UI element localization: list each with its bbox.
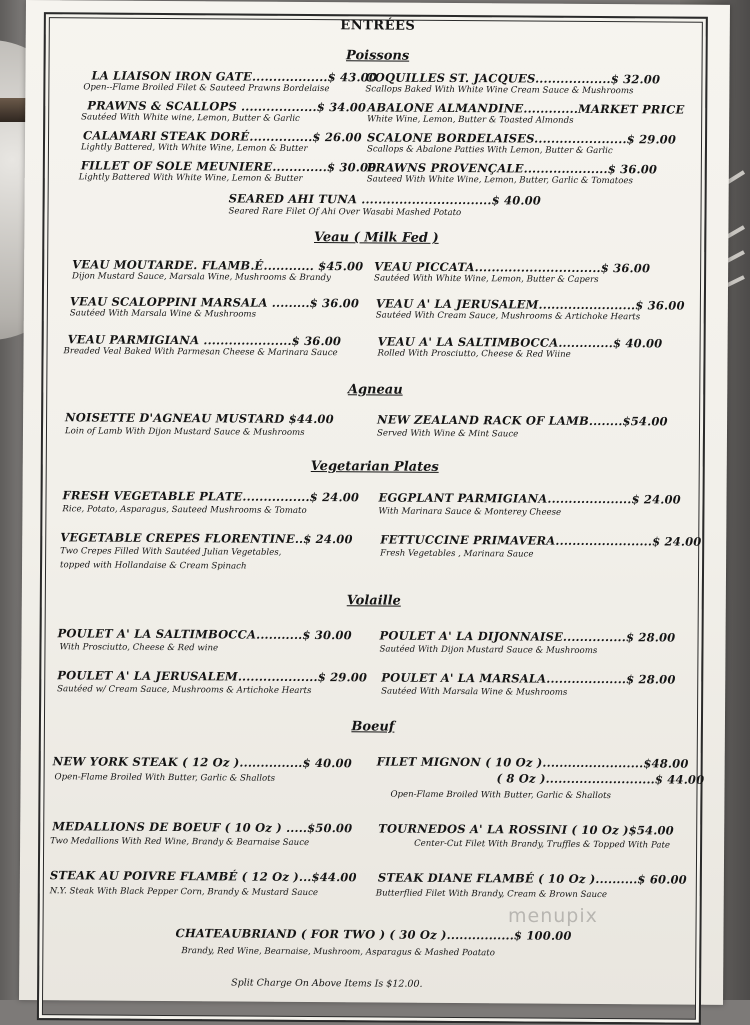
menu-item-name: VEAU PARMIGIANA .....................$ 36.00 (67, 332, 342, 349)
menu-item-name: CALAMARI STEAK DORÉ...............$ 26.00 (83, 128, 362, 145)
menu-item-desc: topped with Hollandaise & Cream Spinach (60, 560, 247, 572)
menu-item-desc: Two Medallions With Red Wine, Brandy & Bearnaise Sauce (50, 836, 310, 848)
menu-page (19, 0, 730, 1005)
menu-item-desc: With Marinara Sauce & Monterey Cheese (378, 506, 562, 518)
menu-item-desc: N.Y. Steak With Black Pepper Corn, Brandy & Mustard Sauce (49, 886, 319, 899)
menu-item-desc: Rolled With Prosciutto, Cheese & Red Wiine (377, 348, 571, 360)
section-title-vegetarian: Vegetarian Plates (310, 458, 439, 475)
menu-item-name: STEAK AU POIVRE FLAMBÉ ( 12 Oz )...$44.00 (49, 868, 357, 885)
menu-item-name: VEAU MOUTARDE. FLAMB.É............ $45.00 (72, 257, 364, 274)
menu-item-name: MEDALLIONS DE BOEUF ( 10 Oz ) .....$50.00 (52, 819, 353, 836)
menu-item-desc: Scallops & Abalone Patties With Lemon, Butter & Garlic (366, 144, 613, 157)
section-title-agneau: Agneau (347, 382, 403, 398)
footer-note: Split Charge On Above Items Is $12.00. (231, 977, 423, 990)
menu-item-name: FILLET OF SOLE MEUNIERE.............$ 30.00 (80, 158, 377, 175)
menu-item-desc: Open--Flame Broiled Filet & Sauteed Prawns Bordelaise (83, 82, 330, 95)
menu-item-desc: Seared Rare Filet Of Ahi Over Wasabi Mashed Potato (228, 206, 462, 219)
menu-item-desc: Served With Wine & Mint Sauce (376, 428, 519, 440)
menu-item-desc: White Wine, Lemon, Butter & Toasted Almonds (367, 114, 574, 126)
menu-item-name: POULET A' LA SALTIMBOCCA...........$ 30.00 (57, 626, 352, 643)
menu-item-desc: Dijon Mustard Sauce, Marsala Wine, Mushrooms & Brandy (72, 271, 331, 284)
menu-item-desc: Loin of Lamb With Dijon Mustard Sauce & Mushrooms (64, 426, 305, 438)
menu-item-desc: Sautéed With Marsala Wine & Mushrooms (69, 308, 257, 320)
menu-item-desc: Brandy, Red Wine, Bearnaise, Mushroom, Asparagus & Mashed Poatato (181, 946, 495, 959)
menu-item-name: STEAK DIANE FLAMBÉ ( 10 Oz )..........$ 60.00 (377, 870, 687, 887)
menu-item-name: PRAWNS & SCALLOPS ..................$ 34.00 (87, 98, 367, 115)
menu-item-name: VEAU A' LA SALTIMBOCCA.............$ 40.00 (377, 334, 663, 351)
menu-item-name: POULET A' LA JERUSALEM...................$ 29.00 (57, 668, 368, 685)
menu-item-desc: Sautéed w/ Cream Sauce, Mushrooms & Artichoke Hearts (57, 684, 312, 697)
menu-item-name: PRAWNS PROVENÇALE....................$ 36.00 (366, 160, 658, 177)
menu-item-name: NOISETTE D'AGNEAU MUSTARD $44.00 (65, 410, 334, 427)
menu-item-desc: Open-Flame Broiled With Butter, Garlic & Shallots (390, 789, 612, 802)
menu-item-name: FETTUCCINE PRIMAVERA.......................$ 24.00 (380, 532, 702, 549)
menu-item-desc: Sautéed With Cream Sauce, Mushrooms & Artichoke Hearts (375, 310, 641, 323)
section-title-boeuf: Boeuf (351, 719, 395, 735)
menu-item-name: CHATEAUBRIAND ( FOR TWO ) ( 30 Oz )................$ 100.00 (175, 926, 572, 943)
menu-item-name: SCALONE BORDELAISES......................$ 29.00 (367, 130, 677, 147)
menu-item-name: VEAU SCALOPPINI MARSALA .........$ 36.00 (69, 294, 360, 311)
menu-item-desc: Butterflied Filet With Brandy, Cream & Brown Sauce (375, 888, 608, 901)
section-title-poissons: Poissons (346, 48, 410, 64)
menu-item-name: LA LIAISON IRON GATE..................$ 43.00 (91, 68, 378, 85)
menu-item-desc: Scallops Baked With White Wine Cream Sauce & Mushrooms (365, 84, 634, 97)
menu-item-desc: With Prosciutto, Cheese & Red wine (59, 642, 219, 654)
menu-item-desc: Sautéed With White wine, Lemon, Butter & Garlic (81, 112, 300, 124)
menu-item-desc: Lightly Battered, With White Wine, Lemon & Butter (80, 142, 308, 154)
section-title-veau: Veau ( Milk Fed ) (313, 230, 439, 246)
menu-item-name: SEARED AHI TUNA ...............................$ 40.00 (228, 191, 542, 208)
menu-item-desc: Rice, Potato, Asparagus, Sauteed Mushrooms & Tomato (62, 504, 307, 516)
menu-item-desc: Sautéed With Marsala Wine & Mushrooms (381, 686, 568, 698)
menu-item-name: VEGETABLE CREPES FLORENTINE..$ 24.00 (60, 530, 353, 547)
menu-item-name: COQUILLES ST. JACQUES..................$ 32.00 (365, 70, 661, 87)
menu-item-name: ABALONE ALMANDINE.............MARKET PRICE (367, 100, 685, 117)
menu-item-name: POULET A' LA DIJONNAISE...............$ 28.00 (379, 628, 676, 645)
menu-item-name: FILET MIGNON ( 10 Oz )........................$48.00 (376, 754, 689, 771)
page-title: ENTRÉES (340, 18, 416, 34)
section-title-volaille: Volaille (346, 593, 401, 609)
menu-item-desc: Center-Cut Filet With Brandy, Truffles & Topped With Pate (414, 838, 671, 851)
menu-item-desc: Fresh Vegetables , Marinara Sauce (380, 548, 534, 560)
menu-item-desc: Sautéed With White Wine, Lemon, Butter & Capers (374, 273, 599, 286)
menu-item-desc: Two Crepes Filled With Sautéed Julian Vegetables, (60, 546, 282, 558)
menu-item-name: ( 8 Oz )..........................$ 44.00 (496, 771, 705, 787)
menu-item-name: FRESH VEGETABLE PLATE................$ 24.00 (62, 488, 360, 505)
menu-item-desc: Sauteed With White Wine, Lemon, Butter, Garlic & Tomatoes (366, 174, 633, 187)
menu-item-name: NEW ZEALAND RACK OF LAMB........$54.00 (377, 412, 668, 429)
menu-item-desc: Lightly Battered With White Wine, Lemon & Butter (78, 172, 303, 184)
menu-item-name: VEAU A' LA JERUSALEM.......................$ 36.00 (375, 296, 685, 313)
menu-item-desc: Breaded Veal Baked With Parmesan Cheese & Marinara Sauce (63, 346, 338, 359)
menu-item-name: TOURNEDOS A' LA ROSSINI ( 10 Oz )$54.00 (378, 821, 674, 838)
menu-item-name: POULET A' LA MARSALA...................$ 28.00 (381, 670, 676, 687)
watermark-logo: menupix (508, 905, 598, 927)
menu-item-name: EGGPLANT PARMIGIANA....................$ 24.00 (378, 490, 681, 507)
menu-item-name: VEAU PICCATA..............................$ 36.00 (374, 259, 651, 276)
menu-item-desc: Open-Flame Broiled With Butter, Garlic & Shallots (54, 772, 276, 784)
menu-item-name: NEW YORK STEAK ( 12 Oz )...............$ 40.00 (52, 754, 352, 771)
menu-item-desc: Sautéed With Dijon Mustard Sauce & Mushrooms (379, 644, 598, 657)
